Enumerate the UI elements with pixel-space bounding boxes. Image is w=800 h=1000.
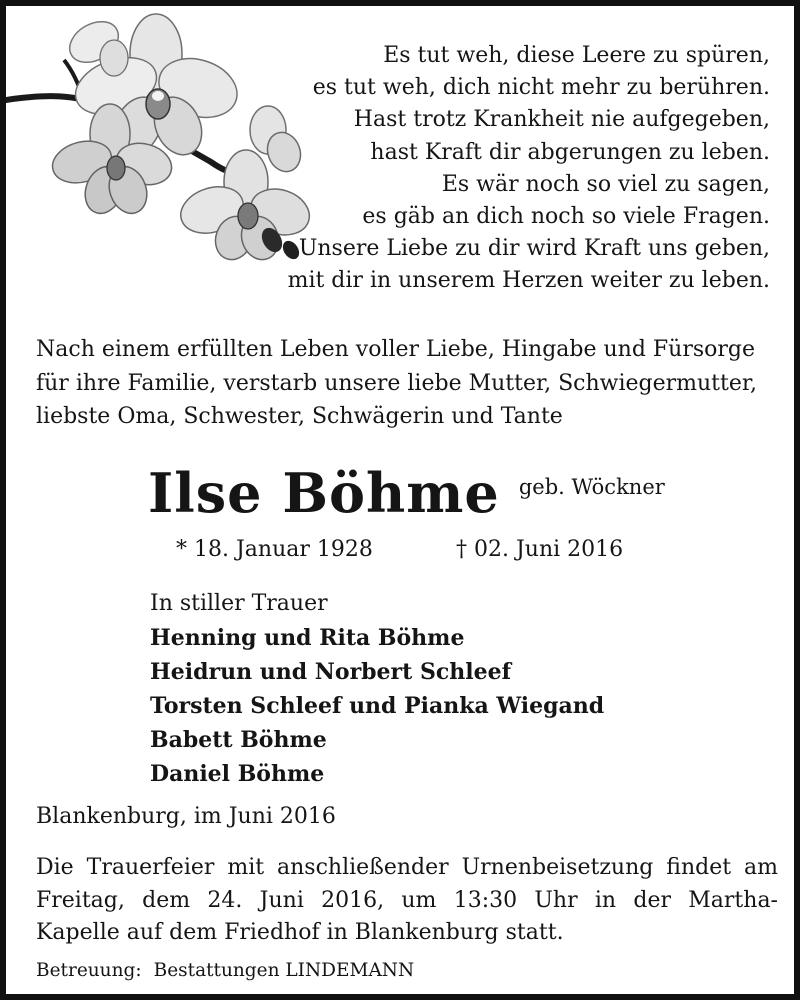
death-date: † 02. Juni 2016 xyxy=(456,537,624,562)
mourner-name: Torsten Schleef und Pianka Wiegand xyxy=(150,693,605,719)
care-value: Bestattungen LINDEMANN xyxy=(153,960,415,981)
maiden-name: geb. Wöckner xyxy=(518,475,665,499)
orchid-image xyxy=(6,12,316,262)
intro-text xyxy=(36,333,780,434)
funeral-home-credit xyxy=(36,958,414,984)
place-date: Blankenburg, im Juni 2016 xyxy=(36,804,336,829)
intro-line: für ihre Familie, verstarb unsere liebe Mutter, Schwiegermutter, xyxy=(36,370,757,396)
poem-line: Es wär noch so viel zu sagen, xyxy=(441,171,770,197)
poem xyxy=(288,40,770,298)
poem-line: Hast trotz Krankheit nie aufgegeben, xyxy=(353,107,770,133)
birth-date: * 18. Januar 1928 xyxy=(176,537,373,562)
deceased-name: Ilse Böhme xyxy=(148,461,500,525)
mourner-name: Babett Böhme xyxy=(150,727,327,753)
poem-line: es tut weh, dich nicht mehr zu berühren. xyxy=(312,75,770,101)
mourner-name: Daniel Böhme xyxy=(150,761,325,787)
funeral-info xyxy=(36,852,778,950)
mourner-name: Henning und Rita Böhme xyxy=(150,625,465,651)
care-label: Betreuung: xyxy=(36,960,142,981)
mourners-block xyxy=(150,587,604,791)
funeral-line: Die Trauerfeier mit anschließender Urnenbeisetzung findet am xyxy=(36,855,778,880)
poem-line: hast Kraft dir abgerungen zu leben. xyxy=(370,139,770,165)
mourners-heading: In stiller Trauer xyxy=(150,591,328,616)
poem-line: Unsere Liebe zu dir wird Kraft uns geben, xyxy=(298,236,770,262)
poem-line: mit dir in unserem Herzen weiter zu leben. xyxy=(287,268,770,294)
funeral-line: Kapelle auf dem Friedhof in Blankenburg statt. xyxy=(36,920,564,945)
funeral-line: Freitag, dem 24. Juni 2016, um 13:30 Uhr in der Martha- xyxy=(36,887,778,913)
poem-line: Es tut weh, diese Leere zu spüren, xyxy=(383,43,770,68)
intro-line: liebste Oma, Schwester, Schwägerin und Tante xyxy=(36,404,563,429)
intro-line: Nach einem erfüllten Leben voller Liebe, Hingabe und Fürsorge xyxy=(36,337,756,362)
mourner-name: Heidrun und Norbert Schleef xyxy=(150,659,512,685)
poem-line: es gäb an dich noch so viele Fragen. xyxy=(362,204,770,230)
deceased-name-row xyxy=(148,458,665,528)
